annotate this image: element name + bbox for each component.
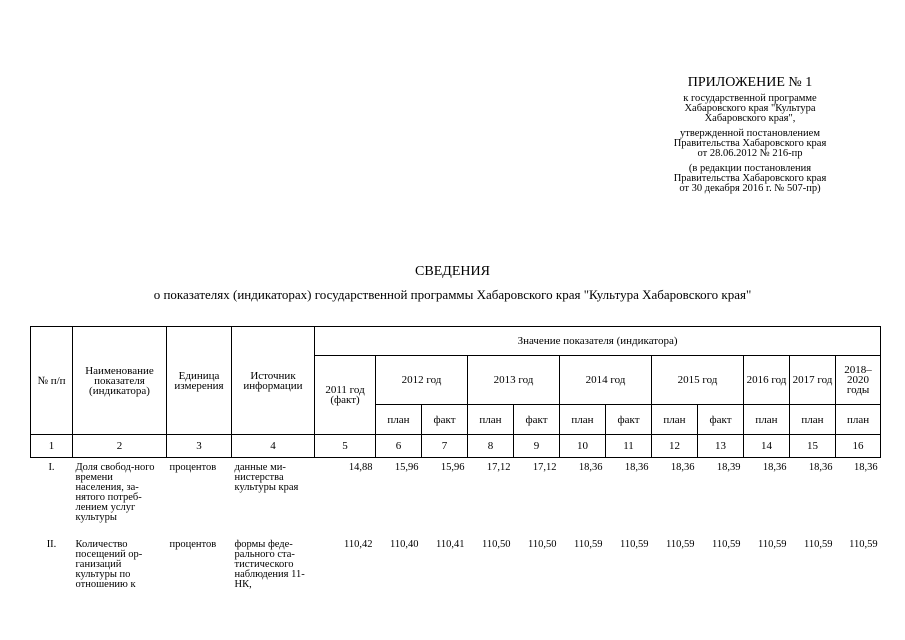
column-number: 16 xyxy=(836,435,881,458)
value-cell: 110,40 xyxy=(390,539,419,550)
column-number: 11 xyxy=(606,435,652,458)
header-2013: 2013 год xyxy=(468,356,560,405)
header-2014: 2014 год xyxy=(560,356,652,405)
column-number: 15 xyxy=(790,435,836,458)
value-cell: 110,42 xyxy=(344,539,373,550)
column-number: 8 xyxy=(468,435,514,458)
header-fact: факт xyxy=(422,405,468,435)
row-number: I. xyxy=(48,462,55,473)
value-cell: 110,50 xyxy=(482,539,511,550)
value-cell: 110,59 xyxy=(758,539,787,550)
column-number: 5 xyxy=(315,435,376,458)
header-plan: план xyxy=(652,405,698,435)
header-fact: факт xyxy=(698,405,744,435)
document-subtitle: о показателях (индикаторах) государственной программы Хабаровского края "Культура Хабаровского края" xyxy=(153,287,752,302)
header-2011: 2011 год (факт) xyxy=(315,356,376,435)
column-number: 9 xyxy=(514,435,560,458)
indicators-table xyxy=(30,326,881,610)
value-cell: 110,59 xyxy=(804,539,833,550)
appendix-line: (в редакции постановления xyxy=(688,163,812,174)
header-2012: 2012 год xyxy=(376,356,468,405)
header-plan: план xyxy=(744,405,790,435)
column-number: 13 xyxy=(698,435,744,458)
table-row xyxy=(31,458,881,536)
header-fact: факт xyxy=(514,405,560,435)
value-cell: 110,59 xyxy=(712,539,741,550)
value-cell: 18,36 xyxy=(670,462,695,473)
indicator-source: формы феде-рального ста-тистического наблюдения 11-НК, xyxy=(234,539,305,590)
header-2017: 2017 год xyxy=(790,356,836,405)
indicator-name: Доля свобод-ного времени населения, за-нятого потреб-лением услуг культуры xyxy=(75,462,155,523)
value-cell: 18,36 xyxy=(808,462,833,473)
table-row xyxy=(31,535,881,610)
header-fact: факт xyxy=(606,405,652,435)
appendix-line: Правительства Хабаровского края xyxy=(673,173,827,184)
appendix-line: от 30 декабря 2016 г. № 507-пр) xyxy=(679,183,821,194)
column-number: 14 xyxy=(744,435,790,458)
header-plan: план xyxy=(560,405,606,435)
value-cell: 18,36 xyxy=(762,462,787,473)
value-cell: 18,36 xyxy=(853,462,878,473)
header-source: Источник информации xyxy=(232,327,315,435)
value-cell: 18,39 xyxy=(716,462,741,473)
header-num: № п/п xyxy=(31,327,73,435)
column-number: 3 xyxy=(167,435,232,458)
value-cell: 110,59 xyxy=(574,539,603,550)
header-plan: план xyxy=(468,405,514,435)
header-plan: план xyxy=(790,405,836,435)
value-cell: 110,50 xyxy=(528,539,557,550)
value-cell: 14,88 xyxy=(348,462,373,473)
document-title: СВЕДЕНИЯ xyxy=(415,264,490,279)
value-cell: 110,59 xyxy=(849,539,878,550)
column-number: 12 xyxy=(652,435,698,458)
header-plan: план xyxy=(836,405,881,435)
header-2016: 2016 год xyxy=(744,356,790,405)
header-2015: 2015 год xyxy=(652,356,744,405)
header-unit: Единица измерения xyxy=(167,327,232,435)
value-cell: 17,12 xyxy=(486,462,511,473)
value-cell: 15,96 xyxy=(394,462,419,473)
value-cell: 15,96 xyxy=(440,462,465,473)
column-number: 7 xyxy=(422,435,468,458)
value-cell: 110,59 xyxy=(666,539,695,550)
value-cell: 110,59 xyxy=(620,539,649,550)
appendix-line: Правительства Хабаровского края xyxy=(673,138,827,149)
column-number: 10 xyxy=(560,435,606,458)
header-name: Наименование показателя (индикатора) xyxy=(73,327,167,435)
value-cell: 18,36 xyxy=(624,462,649,473)
appendix-line: к государственной программе xyxy=(683,93,817,104)
row-number: II. xyxy=(46,539,57,550)
appendix-line: Хабаровского края", xyxy=(704,113,796,124)
value-cell: 17,12 xyxy=(532,462,557,473)
value-cell: 18,36 xyxy=(578,462,603,473)
header-plan: план xyxy=(376,405,422,435)
header-2018-2020: 2018–2020 годы xyxy=(836,356,881,405)
appendix-line: от 28.06.2012 № 216-пр xyxy=(697,148,803,159)
indicator-unit: процентов xyxy=(169,462,217,473)
appendix-title: ПРИЛОЖЕНИЕ № 1 xyxy=(687,75,813,90)
appendix-line: Хабаровского края "Культура xyxy=(684,103,816,114)
value-cell: 110,41 xyxy=(436,539,465,550)
column-number: 2 xyxy=(73,435,167,458)
header-value-group: Значение показателя (индикатора) xyxy=(315,327,881,356)
column-number: 1 xyxy=(31,435,73,458)
column-number: 6 xyxy=(376,435,422,458)
appendix-block xyxy=(630,75,870,194)
appendix-line: утвержденной постановлением xyxy=(680,128,820,139)
indicator-source: данные ми-нистерства культуры края xyxy=(234,462,299,493)
indicator-unit: процентов xyxy=(169,539,217,550)
indicator-name: Количество посещений ор-ганизаций культуры по отношению к xyxy=(75,539,143,590)
column-number: 4 xyxy=(232,435,315,458)
